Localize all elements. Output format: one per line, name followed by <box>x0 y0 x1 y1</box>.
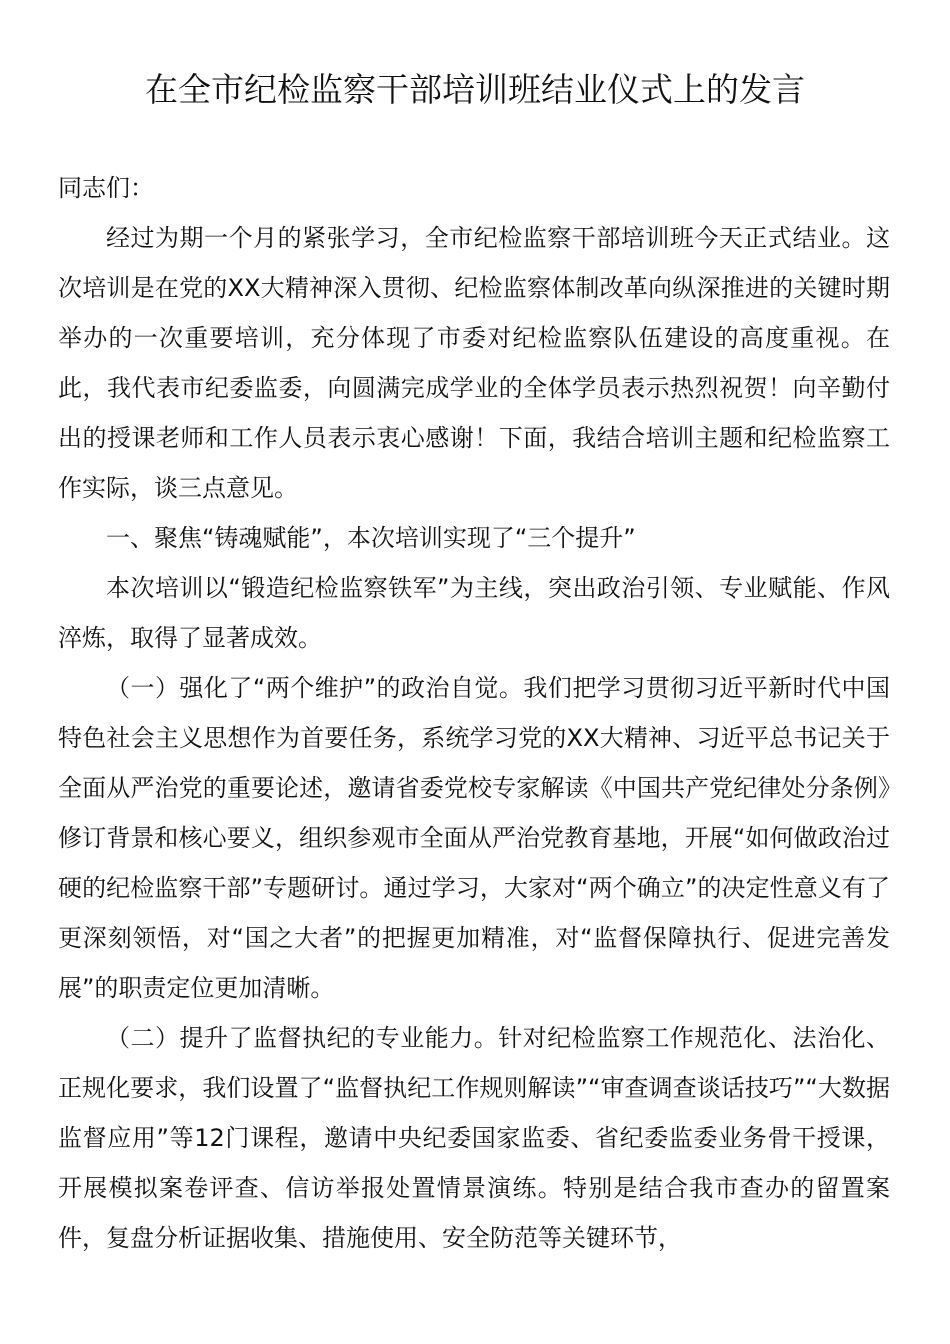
document-body <box>58 163 890 1263</box>
salutation: 同志们： <box>58 174 154 202</box>
paragraph-subsection-1: （一）强化了“两个维护”的政治自觉。我们把学习贯彻习近平新时代中国特色社会主义思想作为首要任务，系统学习党的XX大精神、习近平总书记关于全面从严治党的重要论述，邀请省委党校专家解读《中国共产党纪律处分条例》修订背景和核心要义，组织参观市全面从严治党教育基地，开展“如何做政治过硬的纪检监察干部”专题研讨。通过学习，大家对“两个确立”的决定性意义有了更深刻领悟，对“国之大者”的把握更加精准，对“监督保障执行、促进完善发展”的职责定位更加清晰。 <box>58 674 890 1002</box>
paragraph-section-1-intro: 本次培训以“锻造纪检监察铁军”为主线，突出政治引领、专业赋能、作风淬炼，取得了显著成效。 <box>58 574 890 652</box>
paragraph-subsection-2: （二）提升了监督执纪的专业能力。针对纪检监察工作规范化、法治化、正规化要求，我们设置了“监督执纪工作规则解读”“审查调查谈话技巧”“大数据监督应用”等12门课程，邀请中央纪委国家监委、省纪委监委业务骨干授课，开展模拟案卷评查、信访举报处置情景演练。特别是结合我市查办的留置案件，复盘分析证据收集、措施使用、安全防范等关键环节， <box>58 1024 890 1252</box>
paragraph-opening: 经过为期一个月的紧张学习，全市纪检监察干部培训班今天正式结业。这次培训是在党的XX大精神深入贯彻、纪检监察体制改革向纵深推进的关键时期举办的一次重要培训，充分体现了市委对纪检监察队伍建设的高度重视。在此，我代表市纪委监委，向圆满完成学业的全体学员表示热烈祝贺！向辛勤付出的授课老师和工作人员表示衷心感谢！下面，我结合培训主题和纪检监察工作实际，谈三点意见。 <box>58 224 890 502</box>
section-heading-1: 一、聚焦“铸魂赋能”，本次培训实现了“三个提升” <box>106 524 636 552</box>
document-title: 在全市纪检监察干部培训班结业仪式上的发言 <box>145 70 805 109</box>
